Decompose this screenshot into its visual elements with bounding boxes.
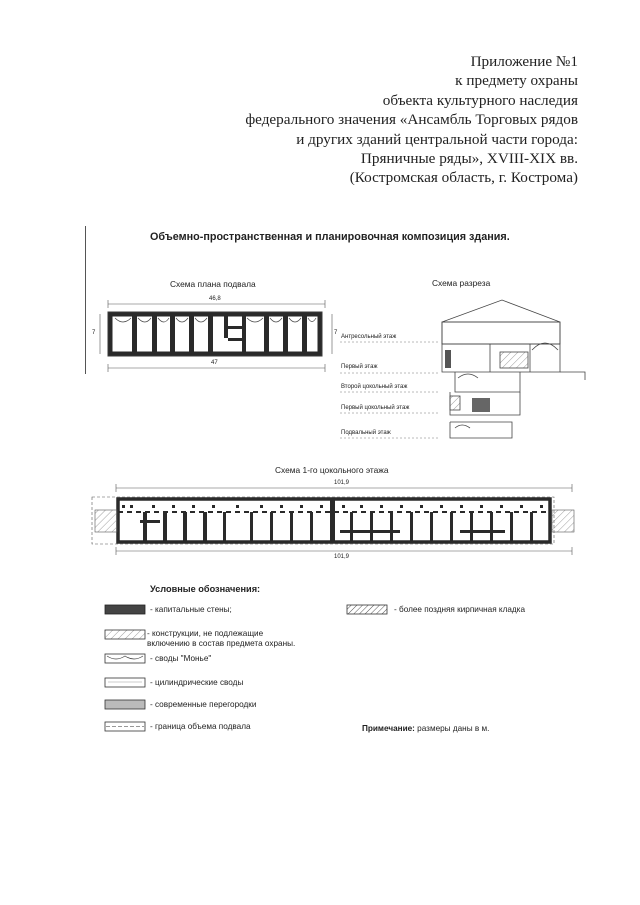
note (362, 724, 489, 734)
swatch-cylindrical-vaults (105, 678, 145, 687)
plinth-plan (92, 484, 574, 555)
basement-plan-title: Схема плана подвала (170, 279, 256, 289)
diagram-title: Объемно-пространственная и планировочная композиция здания. (150, 231, 510, 243)
dim-label: 46,8 (209, 296, 221, 302)
dim-label: 101,9 (334, 480, 350, 486)
header-line: федерального значения «Ансамбль Торговых рядов (245, 111, 578, 129)
header-line: Пряничные ряды», XVIII-XIX вв. (360, 150, 578, 168)
legend-item: - капитальные стены; (150, 605, 232, 614)
level-label: Антресольный этаж (341, 334, 397, 340)
note-text: размеры даны в м. (417, 724, 490, 733)
swatch-monier-vaults (105, 654, 145, 663)
legend-item: - конструкции, не подлежащие включению в состав предмета охраны. (147, 629, 296, 648)
swatch-later-brick (347, 605, 387, 614)
swatch-modern-partitions (105, 700, 145, 709)
level-label: Подвальный этаж (341, 430, 391, 436)
legend-item: - цилиндрические своды (150, 678, 244, 687)
legend-swatches (105, 605, 387, 731)
level-label: Первый этаж (341, 364, 378, 370)
swatch-capital-walls (105, 605, 145, 614)
header-line: к предмету охраны (455, 72, 578, 90)
header-line: (Костромская область, г. Кострома) (349, 169, 578, 187)
level-label: Первый цокольный этаж (341, 405, 410, 411)
plinth-plan-title: Схема 1-го цокольного этажа (275, 465, 389, 475)
legend-item: - более поздняя кирпичная кладка (394, 605, 525, 614)
legend-item: - своды "Монье" (150, 654, 212, 663)
level-label: Второй цокольный этаж (341, 384, 408, 390)
legend-item: - граница объема подвала (150, 722, 251, 731)
dim-label: 7 (92, 330, 96, 336)
swatch-excluded (105, 630, 145, 639)
dim-label: 47 (211, 360, 218, 366)
dim-label: 7 (334, 330, 338, 336)
dim-label: 101,9 (334, 554, 350, 560)
legend-title: Условные обозначения: (150, 584, 261, 594)
header-line: и других зданий центральной части города: (296, 130, 578, 148)
legend-item: - современные перегородки (150, 700, 257, 709)
header-line: объекта культурного наследия (382, 91, 578, 109)
note-label: Примечание: (362, 724, 415, 733)
header-line: Приложение №1 (470, 53, 578, 70)
section-title: Схема разреза (432, 278, 491, 288)
